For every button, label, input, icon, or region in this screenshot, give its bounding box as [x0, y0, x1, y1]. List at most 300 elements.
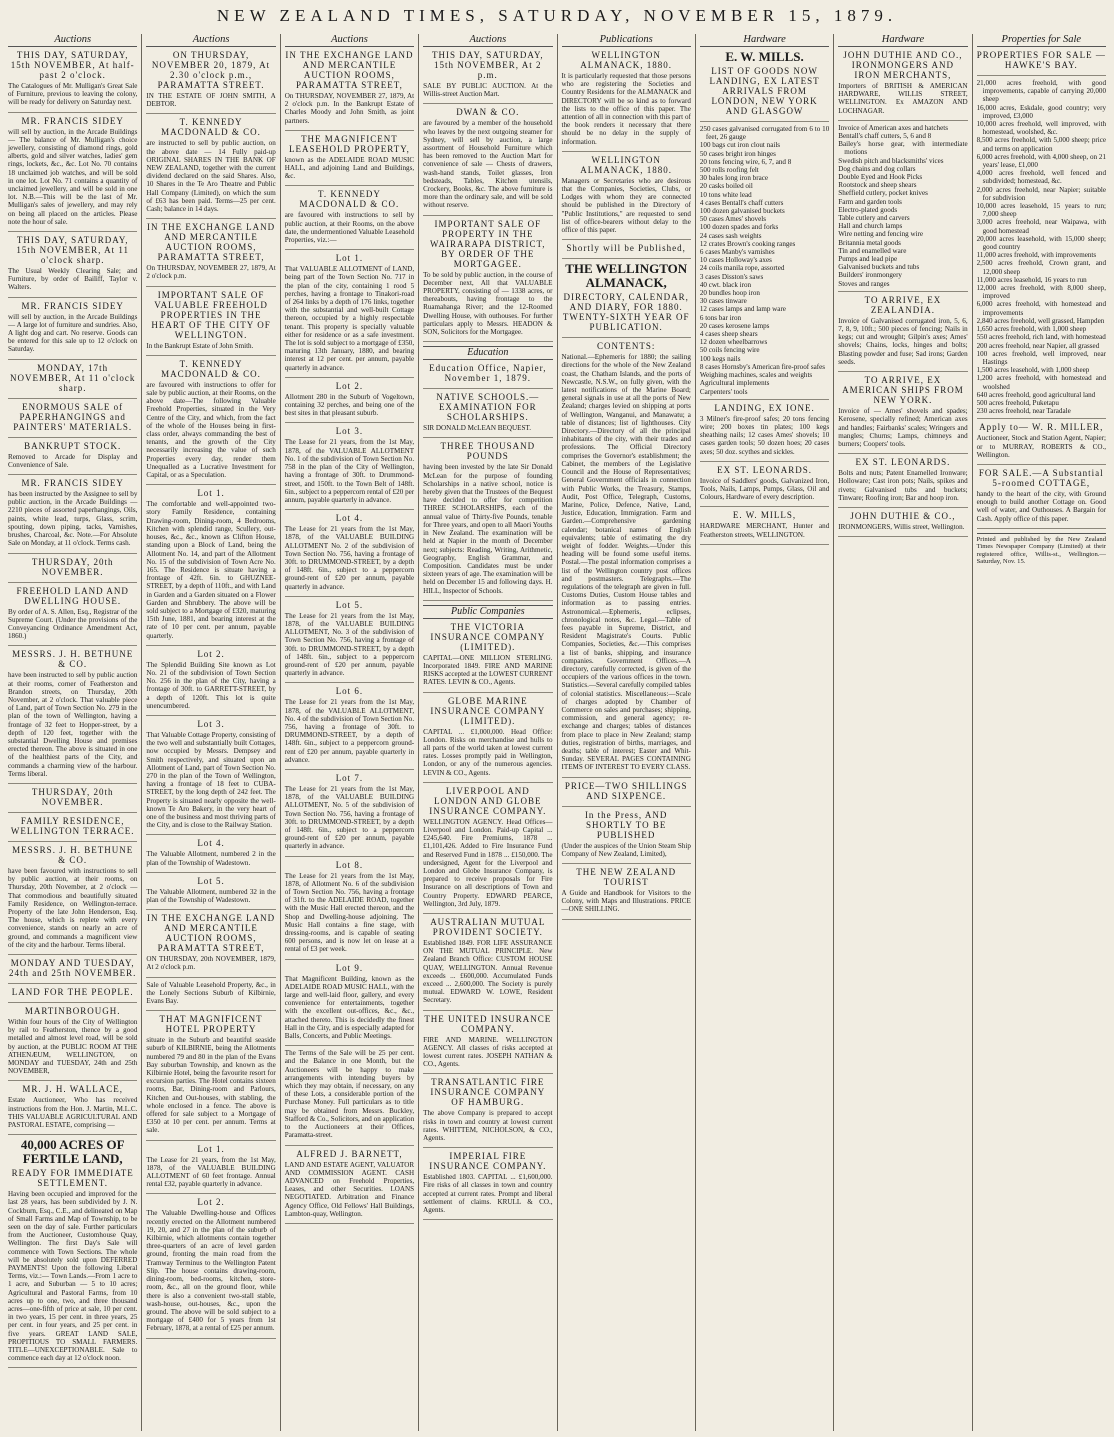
ad-body: That VALUABLE ALLOTMENT of LAND, being part of the Town Section No. 717 in the plan of the city, containing 1 rood 5 perches, having a frontage to Tinakori-road of 264 links by a depth of 176 links, together with the substantial and well-built Cottage thereon, occupied by a highly respectable tenant. This property is specially valuable either for residence or as a safe investment. The lot is sold subject to a mortgage of £350, maturing 13th January, 1880, and bearing interest at 12 per cent. per annum, payable quarterly in advance.: [284, 265, 415, 372]
ad-body: will sell by auction, in the Arcade Buildings — The balance of Mr. Mulligan's choice jewellery, consisting of diamond rings, gold alberts, gold and silver watches, ladies' gem rings, lockets, &c., &c. Lot No. 70 contains 18 unclaimed job watches, and will be sold in one lot. Lot No. 71 contains a quantity of unclaimed jewellery, and will be sold in one lot. N.B.—This will be the last of Mr. Mulligan's sales of jewellery, and may rely on being all placed on the articles. Please note the hour of sale.: [8, 127, 138, 226]
ad-headline: EX ST. LEONARDS.: [855, 457, 951, 468]
ad-headline: IN THE EXCHANGE LAND AND MERCANTILE AUCTION ROOMS, PARAMATTA STREET,: [147, 913, 276, 954]
ad-body: The Usual Weekly Clearing Sale; and Furniture, by order of Bailiff, Taylor v. Walters.: [8, 267, 138, 292]
ad-body: A Guide and Handbook for Visitors to the Colony, with Maps and Illustrations. PRICE—ONE SHILLING.: [561, 889, 691, 914]
goods-list-item: 250 cases galvanised corrugated from 6 to 10 feet, 26 gauge: [699, 125, 830, 142]
ad-headline: IN THE EXCHANGE LAND AND MERCANTILE AUCTION ROOMS, PARAMATTA STREET,: [285, 50, 414, 90]
advertisement: [285, 189, 414, 250]
ad-headline: Lot 6.: [335, 686, 364, 697]
goods-list-item: Farm and garden tools: [838, 197, 902, 206]
goods-list-item: 30 cases tinware: [699, 297, 747, 306]
ad-headline: NATIVE SCHOOLS.—EXAMINATION FOR SCHOLARSHIPS.: [436, 392, 540, 423]
advertisement: [423, 363, 552, 389]
advertisement: [146, 876, 275, 910]
ad-headline: JOHN DUTHIE & CO.,: [850, 510, 956, 521]
ad-body: Bolts and nuts; Patent Enamelled Ironware; Holloware; Cast iron pots; Nails, spikes and rivets; Galvanised tubs and buckets; Tinware; Roofing iron; Bar and hoop iron.: [838, 469, 968, 502]
goods-list-item: 24 cases sash weights: [699, 231, 762, 240]
ad-body: SALE BY PUBLIC AUCTION. At the Willis-street Auction Mart.: [423, 82, 553, 99]
ad-body: ON THURSDAY, 20th NOVEMBER, 1879, At 2 o'clock p.m.: [146, 955, 276, 972]
ad-headline: TO ARRIVE, EX ZEALANDIA.: [864, 294, 942, 315]
advertisement: [285, 600, 414, 684]
advertisement: [146, 488, 275, 645]
advertisement: [8, 301, 137, 360]
ad-body: have been instructed to sell by public auction at their rooms, corner of Featherston and Brandon streets, on Thursday, 20th November, at 2 o'clock. That valuable piece of Land, part of Town Section No. 279 in the plan of the town of Wellington, having a frontage of 32 feet to Hopper-street, by a depth of 120 feet, together with the substantial Dwelling House and premises erected thereon. The above is situated in one of the healthiest parts of the City, and commands a charming view of the harbour. Terms liberal.: [8, 671, 138, 778]
advertisement: [8, 1084, 137, 1135]
goods-list-item: Hall and church lamps: [838, 222, 903, 231]
ad-body: The Valuable Dwelling-house and Offices recently erected on the Allotment numbered 19, 20, and 27 in the plan of the suburb of Kilbirnie, which allotments contain together three-quarters of an acre of level garden ground, fronting the main road from the Tramway Terminus to the Wellington Patent Slip. The house contains drawing-room, dining-room, bed-rooms, kitchen, store-room, &c., all on the ground floor, while there is also a convenient two-stall stable, wash-house, out-houses, &c., upon the ground. The above will be sold subject to a mortgage of £400 for 5 years from 1st February, 1878, at a rental of £25 per annum.: [146, 1209, 276, 1333]
ad-body: The Lease for 21 years from the 1st May, 1878, of the VALUABLE BUILDING ALLOTMENT, No. 3 of the subdivision of Town Section No. 756, having a frontage of 30ft. to DRUMMOND-STREET, by a depth of 148ft. 6in., subject to a peppercorn ground-rent of £20 per annum, payable quarterly in advance.: [284, 611, 415, 678]
ad-headline: THE NEW ZEALAND TOURIST: [576, 867, 677, 888]
ad-body: Having been occupied and improved for the last 28 years, has been subdivided by J. N. Cockburn, Esq., C.E., and delineated on Map of Small Farms and Map of Township, to be seen on the day of sale. Further particulars from the Auctioneer, Customhouse Quay, Wellington. The first Day's Sale will commence with Town Sections. The whole will be absolutely sold upon DEFERRED PAYMENTS! Upon the following Liberal Terms, viz.:— Town Lands.—From 1 acre to 1 acre, and Suburban — 5 to 10 acres; Agricultural and Pastoral Farms, from 10 acres up to one, two, and three thousand acres—one-fifth of price at sale, 10 per cent. in two years, 15 per cent. in three years, 25 per cent. in four years, and 25 per cent. in five years. GREAT LAND SALE, PROPITIOUS TO SMALL FARMERS. TITLE—UNEXCEPTIONABLE. Sale to commence each day at 12 o'clock noon.: [8, 1190, 138, 1363]
ad-headline: Lot 1.: [335, 253, 364, 264]
ad-headline: E. W. MILLS,: [732, 510, 797, 521]
ad-body: The Catalogues of Mr. Mulligan's Great Sale of Furniture, previous to leaving the colony, will be ready for delivery on Saturday next.: [8, 82, 138, 107]
ad-headline: Shortly will be Published,: [566, 243, 686, 254]
advertisement: [838, 295, 967, 372]
ad-body: WELLINGTON AGENCY. Head Offices—Liverpool and London. Paid-up Capital ... £245,640. Fire Premiums, 1878 ... £1,101,426. Added to Fire Insurance Fund and Reserved Fund in 1878 ... £150,000. The undersigned, Agent for the Liverpool and London and Globe Insurance Company, is prepared to receive proposals for Fire Insurance on all descriptions of Town and Country Property. EDWARD PEARCE, Wellington, 3rd July, 1879.: [423, 817, 553, 908]
ad-headline: MONDAY AND TUESDAY, 24th and 25th NOVEMBER.: [8, 957, 137, 978]
ad-body: are favoured with instructions to sell by public auction, at their Rooms, on the above date, the undermentioned Valuable Leasehold Properties, viz.:—: [284, 211, 415, 245]
ad-body: The Terms of the Sale will be 25 per cent. and the Balance in one Month, but the Auctioneers will be happy to make arrangements with intending buyers by which they may obtain, if necessary, on any of these Lots, a considerable portion of the Purchase Money. Full particulars as to title may be obtained from Messrs. Buckley, Stafford & Co., Solicitors, and on application to the Auctioneers at their Offices, Paramatta-street.: [284, 1049, 415, 1140]
column-col6: [695, 34, 833, 1431]
advertisement: [285, 253, 414, 378]
ad-headline: Education Office, Napier, November 1, 1879.: [429, 363, 547, 384]
advertisement: [8, 235, 137, 298]
column-heading: Properties for Sale: [977, 34, 1106, 47]
advertisement: [285, 381, 414, 424]
ad-body: In the Bankrupt Estate of John Smith.: [146, 341, 254, 350]
goods-list-item: Double Eyed and Hook Picks: [838, 173, 923, 182]
column-col1: [4, 34, 141, 1431]
ad-headline: THIS DAY, SATURDAY, 15th NOVEMBER, At half-past 2 o'clock.: [10, 50, 135, 80]
advertisement: [8, 50, 137, 113]
advertisement: [146, 1014, 275, 1140]
goods-list-item: 10,000 acres leasehold, 15 years to run; 7,000 sheep: [976, 202, 1106, 219]
ad-headline: Apply to— W. R. MILLER,: [979, 422, 1104, 433]
ad-body: The Lease for 21 years, from the 1st May, 1878, of the VALUABLE ALLOTMENT No. 1 of the subdivision of Town Section No. 758 in the plan of the City of Wellington, having a frontage of 30ft. to Drummond-street, and 150ft. to the Town Belt of 148ft. 6in., subject to a peppercorn rental of £20 per annum, payable quarterly in advance.: [284, 438, 415, 504]
advertisement: [285, 513, 414, 597]
goods-list-item: 230 acres freehold, near Taradale: [976, 407, 1071, 416]
column-col2: [141, 34, 279, 1431]
ad-body: CAPITAL ... £1,000,000. Head Office: London. Risks on merchandise and hulls to all parts of the world taken at lowest current rates. Losses promptly paid in Wellington, London, or any of the numerous agencies. LEVIN & CO., Agents.: [423, 727, 553, 777]
ad-headline: GLOBE MARINE INSURANCE COMPANY (LIMITED).: [430, 695, 546, 726]
advertisement: [423, 392, 552, 438]
advertisement: [146, 913, 275, 977]
advertisement: [285, 963, 414, 1047]
ad-headline: Lot 4.: [197, 838, 225, 849]
advertisement: [146, 117, 275, 219]
ad-body: Within four hours of the City of Wellington by rail to Featherston, thence by a good metalled and almost level road, will be sold by auction, at the PUBLIC ROOM AT THE ATHENÆUM, WELLINGTON, on MONDAY and TUESDAY, 24th and 25th NOVEMBER,: [8, 1017, 138, 1076]
ad-body: National.—Ephemeris for 1880; the sailing directions for the whole of the New Zealand coast, the Chatham Islands, and the ports of Newcastle, N.S.W., on fully given, with the latest notifications of the Marine Board; general signals in use at all the ports of New Zealand; charges levied on shipping at ports of Wellington, Wanganui, and Manawatu; a table of distances; list of lighthouses. City Directory.—Directory of all the principal inhabitants of the city, with their trades and professions. The Official Directory comprises the Governor's establishment; the Cabinet, the members of the Legislative Council and the House of Representatives; General Government officials in connection with Public Works, the Treasury, Stamps, Audit, Post Office, Telegraph, Customs, Marine, Police, Defence, Native, Land, Justice, Education, Immigration. Farm and Garden.—Comprehensive gardening calendar; botanical names of English equivalents; table of estimating the dry weight of fodder. Weights.—Under this heading will be found some useful items. Postal.—The postal information comprises a list of the Wellington country post offices and postmasters. Telegraphs.—The regulations of the telegraph are given in full. Customs Duties, Custom House tables and information as to passing entries. Astronomical.—Ephemeris, eclipses, chronological notes, &c. Legal.—Table of fees payable in Supreme, District, and Resident Magistrate's Courts. Public Companies, Societies, &c.—This comprises a list of banks, shipping, and insurance companies. Government Offices.—A directory, carefully corrected, is given of the occupiers of the various offices in the town. Statistics.—Several carefully compiled tables of colonial statistics. Miscellaneous:—Scale of charges adopted by Chamber of Commerce on sales and purchases; shipping, commission, and general agency; re-exchange and charges; tables of distances from place to place in New Zealand; stamp duties, registration of births, marriages, and deaths; table of interest; Easter and Whit-Sunday. SEVERAL PAGES CONTAINING ITEMS OF INTEREST TO EVERY CLASS.: [561, 353, 691, 772]
ad-headline: Lot 3.: [197, 718, 225, 729]
goods-list-item: 100 dozen galvanised buckets: [699, 207, 785, 216]
ad-headline: In the Press, AND SHORTLY TO BE PUBLISHED: [584, 809, 668, 840]
ad-headline: FAMILY RESIDENCE, WELLINGTON TERRACE.: [10, 815, 135, 836]
goods-list-item: 20 bundles hoop iron: [699, 289, 760, 298]
column-heading: Auctions: [423, 34, 552, 47]
goods-list-item: Pumps and lead pipe: [838, 255, 898, 264]
goods-list-item: Electro-plated goods: [838, 205, 898, 214]
column-col7: [833, 34, 971, 1431]
advertisement: [285, 50, 414, 131]
advertisement: [8, 987, 137, 1003]
goods-list-item: 50 cases bright iron hinges: [699, 149, 776, 158]
goods-list-item: 6,000 acres freehold, with 4,000 sheep, on 21 years' lease, £1,000: [976, 152, 1106, 170]
advertisement: [8, 402, 137, 438]
advertisement: [146, 838, 275, 872]
goods-list-item: 20 cases kerosene lamps: [699, 321, 770, 330]
ad-headline: DIRECTORY, CALENDAR, AND DIARY, FOR 1880. TWENTY-SIXTH YEAR OF PUBLICATION.: [562, 292, 690, 333]
advertisement: [562, 341, 691, 777]
advertisement: [8, 478, 137, 553]
advertisement: [700, 510, 829, 544]
ad-headline: Lot 4.: [335, 513, 364, 524]
ad-body: Invoice of Galvanised corrugated iron, 5, 6, 7, 8, 9, 10ft.; 500 pieces of fencing; Nails in kegs; cut and wrought; Gilpin's axes; Ames' shovels; Chains, locks, hinges and bolts; Blasting powder and fuse; Sad irons; Garden seeds.: [838, 316, 968, 366]
ad-body: CAPITAL—ONE MILLION STERLING. Incorporated 1849. FIRE AND MARINE RISKS accepted at the LOWEST CURRENT RATES. LEVIN & CO., Agents.: [423, 653, 553, 687]
goods-list-item: 12 dozen wheelbarrows: [699, 338, 768, 347]
ad-headline: Lot 8.: [335, 859, 364, 870]
ad-headline: IN THE EXCHANGE LAND AND MERCANTILE AUCTION ROOMS, PARAMATTA STREET,: [147, 222, 276, 263]
ad-body: Importers of BRITISH & AMERICAN HARDWARE, WILLIS STREET, WELLINGTON. Ex AMAZON AND LOCHNAGAR.: [838, 82, 968, 115]
advertisement: [8, 649, 137, 784]
goods-list-item: Invoice of American axes and hatchets: [838, 123, 948, 132]
advertisement: [423, 1077, 552, 1148]
goods-list-item: 4,000 acres freehold, well fenced and subdivided; homestead, &c.: [976, 169, 1106, 186]
goods-list-item: 6,000 acres freehold, with homestead and improvements: [976, 300, 1106, 317]
ad-body: Invoice of — Ames' shovels and spades; Kerosene, specially refined; American axes and handles; Fairbanks' scales; Wringers and mangles; Churns; Lamps, chimneys and burners; Coopers' tools.: [838, 407, 968, 448]
advertisement: [423, 1014, 552, 1075]
column-col3: [280, 34, 418, 1431]
ad-body: Established 1803. CAPITAL ... £1,600,000. Fire risks of all classes in town and country accepted at current rates. Prompt and liberal settlement of claims. KRULL & CO., Agents.: [423, 1173, 553, 1215]
ad-headline: CONTENTS:: [596, 341, 656, 352]
ad-body: The Lease for 21 years, from the 1st May, 1878, of the VALUABLE BUILDING ALLOTMENT of 60 feet frontage. Annual rental £32, payable quarterly in advance.: [146, 1155, 276, 1189]
advertisement: [8, 816, 137, 842]
goods-list-item: 100 acres freehold, well improved, near Hastings: [976, 349, 1106, 366]
ad-body: Allotment 280 in the Suburb of Vogeltown, containing 32 perches, and being one of the best sites in that pleasant suburb.: [284, 392, 415, 418]
goods-list-item: 1,650 acres freehold, with 1,000 sheep: [976, 325, 1087, 334]
goods-list-item: 500 rolls roofing felt: [699, 166, 759, 175]
goods-list-item: 3 cases Disston's saws: [699, 272, 764, 281]
ad-body: On THURSDAY, NOVEMBER 27, 1879, At 2 o'clock p.m.: [146, 264, 276, 281]
ad-body: Established 1849. FOR LIFE ASSURANCE ON THE MUTUAL PRINCIPLE. New Zealand Branch Office: CUSTOM HOUSE QUAY, WELLINGTON. Annual Revenue exceeds ... £600,000. Accumulated Funds exceed ... 2,600,000. The Society is purely mutual. EDWARD W. LOWE, Resident Secretary.: [423, 938, 553, 1005]
ad-headline: MARTINBOROUGH.: [24, 1005, 121, 1016]
advertisement: [423, 441, 552, 600]
goods-list: [700, 125, 829, 396]
advertisement: [423, 1151, 552, 1220]
goods-list-item: 12,000 acres freehold, with 8,000 sheep, improved: [976, 284, 1106, 301]
goods-list-item: Galvanised buckets and tubs: [838, 263, 920, 272]
ad-headline: Lot 1.: [197, 488, 225, 499]
ad-headline: THIS DAY, SATURDAY, 15th NOVEMBER, At 11 o'clock sharp.: [16, 235, 130, 266]
ad-body: IN THE ESTATE OF JOHN SMITH, A DEBTOR.: [146, 92, 276, 109]
ad-headline: T. KENNEDY MACDONALD & CO.: [161, 358, 261, 379]
advertisement: [423, 917, 552, 1011]
ad-body: The Valuable Allotment, numbered 32 in the plan of the Township of Wadestown.: [146, 887, 276, 904]
goods-list-item: 8,500 acres freehold, with 5,000 sheep; price and terms on application: [976, 136, 1106, 153]
goods-list-item: 11,000 acres leasehold, 16 years to run: [976, 275, 1087, 284]
column-col4: [418, 34, 556, 1431]
ad-headline: IMPORTANT SALE OF VALUABLE FREEHOLD PROPERTIES IN THE HEART OF THE CITY OF WELLINGTON.: [151, 289, 271, 340]
advertisement: [285, 773, 414, 857]
ad-headline: Lot 7.: [335, 772, 364, 783]
advertisement: [977, 468, 1106, 529]
ad-headline: THE UNITED INSURANCE COMPANY.: [424, 1013, 552, 1034]
ad-body: Managers or Secretaries who are desirous that the Companies, Societies, Clubs, or Lodges with whom they are connected should be published in the Directory of "Public Institutions," are requested to send list of office-bearers without delay to the office of this paper.: [561, 176, 691, 235]
advertisement: [562, 262, 691, 338]
ad-headline: FREEHOLD LAND AND DWELLING HOUSE.: [16, 585, 129, 606]
ad-body: On THURSDAY, NOVEMBER 27, 1879, At 2 o'clock p.m. In the Bankrupt Estate of Charles Moody and John Smith, as joint partners.: [284, 92, 415, 125]
advertisement: [562, 50, 691, 152]
goods-list-item: Britannia metal goods: [838, 238, 901, 247]
advertisement: [285, 1149, 414, 1224]
goods-list-item: Bentall's chaff cutters, 5, 6 and 8: [838, 132, 932, 141]
goods-list-item: 500 acres freehold, Puketapu: [976, 398, 1059, 407]
advertisement: [285, 860, 414, 960]
advertisement: [562, 243, 691, 259]
ad-headline: READY FOR IMMEDIATE SETTLEMENT.: [11, 1168, 134, 1189]
advertisement: [700, 50, 829, 122]
column-heading: Hardware: [838, 34, 967, 47]
ad-headline: Lot 5.: [335, 599, 364, 610]
advertisement: [8, 787, 137, 813]
advertisement: [562, 781, 691, 807]
goods-list-item: 10,000 acres freehold, well improved, with homestead, woolshed, &c.: [976, 120, 1106, 137]
advertisement: [977, 422, 1106, 465]
ad-headline: THE VICTORIA INSURANCE COMPANY (LIMITED).: [430, 621, 546, 652]
advertisement: [146, 290, 275, 356]
ad-headline: MR. FRANCIS SIDEY: [21, 115, 124, 126]
ad-body: That Magnificent Building, known as the ADELAIDE ROAD MUSIC HALL, with the large and well-laid floor, gallery, and every convenience for entertainments, together with the excellent out-offices, &c., &c., attached thereto. This is decidedly the finest Hall in the City, and is especially adapted for Balls, Concerts, and Public Meetings.: [284, 974, 415, 1041]
ad-headline: IMPERIAL FIRE INSURANCE COMPANY.: [429, 1151, 547, 1172]
advertisement: [8, 1138, 137, 1368]
advertisement: [285, 686, 414, 770]
ad-body: The Lease for 21 years from the 1st May, 1878, of the VALUABLE BUILDING ALLOTMENT, No. 5 of the subdivision of Town Section No. 756, having a frontage of 30ft. to DRUMMOND-STREET, by a depth of 148ft. 6in., subject to a peppercorn ground-rent of £20 per annum, payable quarterly in advance.: [284, 784, 415, 851]
advertisement: [838, 375, 967, 454]
ad-body: 3 Milner's fire-proof safes; 20 tons fencing wire; 200 boxes tin plates; 100 kegs sheathing nails; 12 cases Ames' shovels; 10 cases garden tools; 50 dozen hoes; 20 cases axes; 50 doz. scythes and sickles.: [699, 414, 830, 456]
goods-list-item: 20,000 acres leasehold, with 15,000 sheep; good country: [976, 234, 1106, 252]
goods-list-item: 16,000 acres, Eskdale, good country; very improved, £3,000: [976, 103, 1106, 120]
goods-list-item: Stoves and ranges: [838, 279, 890, 288]
ad-body: The Lease for 21 years from the 1st May, 1878, of the VALUABLE ALLOTMENT, No. 4 of the subdivision of Town Section No. 756, having a frontage of 30ft. to DRUMMOND-STREET, by a depth of 148ft. 6in., subject to a peppercorn ground-rent of £20 per annum, payable quarterly in advance.: [284, 698, 415, 764]
ad-body: are instructed to sell by public auction, on the above date — 14 Fully paid-up ORIGINAL SHARES IN THE BANK OF NEW ZEALAND, together with the current dividend declared on the said Shares. Also, 10 Shares in the Te Aro Theatre and Public Hall Company (Limited), on which the sum of £63 has been paid. Terms—25 per cent. Cash; balance in 14 days.: [146, 139, 276, 214]
ad-body: LAND AND ESTATE AGENT, VALUATOR AND COMMISSION AGENT. CASH ADVANCED on Freehold Properties, Leases, and other Securities. LOANS NEGOTIATED. Arbitration and Finance Agency Office, Old Fellows' Hall Buildings, Lambton-quay, Wellington.: [284, 1160, 415, 1218]
ad-headline: LAND FOR THE PEOPLE.: [11, 986, 134, 997]
goods-list-item: 24 coils manila rope, assorted: [699, 264, 785, 273]
ad-headline: TRANSATLANTIC FIRE INSURANCE COMPANY OF HAMBURG.: [430, 1077, 546, 1108]
ad-body: By order of A. S. Allen, Esq., Registrar of the Supreme Court. (Under the provisions of the Conveyancing Ordinance Amendment Act, 1860.): [8, 607, 138, 641]
ad-display-line: 40,000 ACRES OF FERTILE LAND,: [20, 1137, 125, 1167]
advertisement: [285, 134, 414, 187]
ad-headline: JOHN DUTHIE AND CO., IRONMONGERS AND IRON MERCHANTS,: [843, 50, 963, 80]
ad-body: Removed to Arcade for Display and Convenience of Sale.: [8, 452, 138, 469]
advertisement: [146, 1144, 275, 1195]
ad-body: The comfortable and well-appointed two-story Family Residence, containing Drawing-room, Dining-room, 4 Bedrooms, Kitchen with splendid range, Scullery, out-houses, &c., &c., known as Clifton House, standing upon a Block of Land, being the Allotment No. 14, and part of the Allotment No. 15 of the subdivision of Town Acre No. 165. The Residence is situate having a frontage of 42ft. 6in. to GHUZNEE-STREET, by a depth of 110ft., and with Land in Garden and a Garden situated on a Flower Garden and Shrubbery. The above will be sold subject to a Mortgage of £320, maturing 15th June, 1881, and bearing interest at the rate of 10 per cent. per annum, payable quarterly.: [146, 500, 276, 640]
goods-list-item: Carpenters' tools: [699, 387, 748, 396]
goods-list-item: 2,840 acres freehold, well grassed, Hampden: [976, 316, 1105, 325]
goods-list-item: 6 cases Manby's varnishes: [699, 248, 775, 257]
advertisement: [8, 845, 137, 955]
section-heading: Education: [423, 346, 552, 360]
ad-body: FIRE AND MARINE. WELLINGTON AGENCY. All classes of risks accepted at lowest current rates. JOSEPH NATHAN & CO., Agents.: [423, 1035, 553, 1069]
printer-imprint: Printed and published by the New Zealand Times Newspaper Company (Limited) at their registered office, Willis-st., Wellington.—Saturday, Nov. 15.: [977, 533, 1106, 566]
goods-list-item: 1,500 acres leasehold, with 1,000 sheep: [976, 366, 1090, 375]
advertisement: [977, 79, 1106, 419]
goods-list-item: Swedish pitch and blacksmiths' vices: [838, 156, 944, 165]
column-heading: Hardware: [700, 34, 829, 47]
advertisement: [423, 696, 552, 783]
ad-body: known as the ADELAIDE ROAD MUSIC HALL, and adjoining Land and Buildings, &c.: [284, 155, 415, 181]
ad-headline: Lot 2.: [197, 648, 225, 659]
ad-body: situate in the Suburb and beautiful seaside suburb of KILBIRNIE, being the Allotments numbered 79 and 80 in the plan of the Evans Bay suburban Township, and known as the Kilbirnie Hotel, being the favourite resort for excursion parties. The Hotel contains sixteen rooms, Bar, Dining-room and Parlours, Kitchen and Out-houses, with stabling, the whole enclosed in a fence. The above is offered for sale subject to a Mortgage of £350 at 10 per cent. per annum. Terms at sale.: [146, 1036, 276, 1135]
goods-list-item: 40 cwt. black iron: [699, 280, 752, 289]
ad-headline: ENORMOUS SALE of PAPERHANGINGS and PAINTERS' MATERIALS.: [13, 401, 133, 432]
goods-list-item: 20 casks boiled oil: [699, 182, 753, 191]
ad-headline: MESSRS. J. H. BETHUNE & CO.: [12, 649, 134, 670]
ad-headline: LIST OF GOODS NOW LANDING, EX LATEST ARRIVALS FROM LONDON, NEW YORK AND GLASGOW: [709, 66, 820, 116]
ad-body: The above Company is prepared to accept risks in town and country at lowest current rates. WHITTEM, NICHOLSON, & CO., Agents.: [423, 1109, 553, 1143]
ad-body: are favoured by a member of the household who leaves by the next outgoing steamer for Sydney, will sell by auction, a large assortment of Household Furniture which has been removed to the Auction Mart for convenience of sale — Chests of drawers, wash-hand stands, Toilet glasses, Iron bedsteads, Tables, Kitchen utensils, Crockery, Books, &c. The above furniture is more than the ordinary sale, and will be sold without reserve.: [423, 119, 553, 210]
column-heading: Publications: [562, 34, 691, 47]
column-heading: Auctions: [8, 34, 137, 47]
column-col8: [972, 34, 1110, 1431]
goods-list-item: 200 acres freehold, near Napier, all grassed: [976, 341, 1100, 350]
goods-list-item: 10 cases Holloway's axes: [699, 256, 772, 265]
advertisement: [146, 719, 275, 835]
advertisement: [423, 219, 552, 343]
ad-headline: T. KENNEDY MACDONALD & CO.: [161, 117, 261, 138]
ad-headline: IMPORTANT SALE OF PROPERTY IN THE WAIRARAPA DISTRICT, BY ORDER OF THE MORTGAGEE.: [430, 218, 546, 269]
ad-body: are favoured with instructions to offer for sale by public auction, at their Rooms, on the above date—The following Valuable Freehold Properties, situated in the Very Centre of the City, and which, from the fact of the whole of the Houses being in first-class order, always commanding the best of tenants, and the growth of the City necessarily increasing the value of such Properties every day, render them Unequalled as a Lucrative Investment for Capital, or as a Speculation.: [146, 380, 276, 480]
ad-headline: LANDING, EX IONE.: [714, 402, 815, 413]
ad-headline: THE MAGNIFICENT LEASEHOLD PROPERTY,: [289, 133, 410, 154]
goods-list-item: Dog chains and dog collars: [838, 164, 916, 173]
ad-body: It is particularly requested that those persons who are registering the Societies and Country Residents for the ALMANACK and DIRECTORY will be so kind as to forward the lists to the office of this paper. The attention of all in connection with this part of the book renders it necessary that there should be no delay in the supply of information.: [561, 72, 691, 146]
goods-list-item: 21,000 acres freehold, with good improvements, capable of carrying 20,000 sheep: [976, 79, 1106, 104]
ad-headline: AUSTRALIAN MUTUAL PROVIDENT SOCIETY.: [430, 916, 546, 937]
ad-body: Estate Auctioneer, Who has received instructions from the Hon. J. Martin, M.L.C. THIS VALUABLE AGRICULTURAL AND PASTORAL ESTATE, comprising —: [8, 1096, 138, 1130]
ad-display-line: THE WELLINGTON ALMANACK,: [565, 261, 688, 291]
advertisement: [285, 426, 414, 510]
ad-headline: THURSDAY, 20th NOVEMBER.: [31, 556, 114, 577]
goods-list-item: 640 acres freehold, good agricultural land: [976, 390, 1096, 399]
advertisement: [8, 557, 137, 583]
advertisement: [146, 50, 275, 114]
goods-list-item: Table cutlery and carvers: [838, 214, 910, 223]
ad-headline: PRICE—TWO SHILLINGS AND SIXPENCE.: [564, 780, 688, 801]
ad-headline: T. KENNEDY MACDONALD & CO.: [299, 189, 400, 210]
ad-headline: BANKRUPT STOCK.: [24, 440, 122, 451]
advertisement: [8, 1006, 137, 1081]
advertisement: [977, 50, 1106, 76]
ad-headline: Lot 9.: [335, 962, 364, 973]
ad-headline: MONDAY, 17th NOVEMBER, At 11 o'clock sharp.: [10, 362, 136, 393]
advertisement: [423, 107, 552, 215]
ad-headline: DWAN & CO.: [456, 107, 520, 118]
advertisement: [423, 50, 552, 104]
advertisement: [700, 125, 829, 400]
goods-list: [977, 79, 1106, 415]
goods-list-item: 10 tons white lead: [699, 190, 752, 199]
ad-body: Auctioneer, Stock and Station Agent, Napier; or to MURRAY, ROBERTS & CO., Wellington.: [976, 434, 1106, 459]
goods-list-item: 2,500 acres freehold, Crown grant, and 12,000 sheep: [976, 259, 1106, 276]
advertisement: [838, 50, 967, 121]
advertisement: [423, 622, 552, 693]
goods-list-item: 2,000 acres freehold, near Napier; suitable for subdivision: [976, 185, 1106, 202]
advertisement: [8, 586, 137, 647]
goods-list-item: Sheffield cutlery, pocket knives: [838, 189, 928, 198]
goods-list-item: 11,000 acres freehold, with improvements: [976, 251, 1097, 260]
ad-body: having been invested by the late Sir Donald McLean for the purpose of founding Scholarships in a native school, notice is hereby given that the Trustees of the Bequest have decided to offer for competition THREE SCHOLARSHIPS, each of the annual value of Thirty-five Pounds, tenable for Three years, and open to all Maori Youths in New Zealand. The examination will be held at Napier in the month of December next; subjects: Reading, Writing, Arithmetic, Geography, English Grammar, and Composition. Candidates must be under sixteen years of age. The examination will be held on December 15 and following days. H. HILL, Inspector of Schools.: [423, 463, 553, 595]
advertisement: [423, 786, 552, 914]
ad-body: To be sold by public auction, in the course of December next, All that VALUABLE PROPERTY, consisting of — 1338 acres, or thereabouts, having frontage to the Ruamahanga River; and the 12-Roomed Dwelling House, with outhouses. For further particulars apply to Messrs. HEADON & SON, Solicitors for the Mortgagee.: [423, 270, 553, 337]
advertisement: [8, 116, 137, 232]
goods-list-item: 50 cases Ames' shovels: [699, 215, 766, 224]
ad-headline: Lot 3.: [335, 426, 364, 437]
column-col5: [557, 34, 695, 1431]
goods-list-item: Tin and enamelled ware: [838, 246, 907, 255]
advertisement: [562, 810, 691, 864]
ad-headline: THURSDAY, 20th NOVEMBER.: [31, 786, 114, 807]
goods-list-item: Builders' ironmongery: [838, 271, 902, 280]
advertisement: [562, 867, 691, 920]
advertisement: [146, 649, 275, 716]
advertisement: [8, 363, 137, 399]
ad-headline: LIVERPOOL AND LONDON AND GLOBE INSURANCE COMPANY.: [429, 785, 547, 816]
goods-list-item: 100 kegs nails: [699, 354, 741, 363]
goods-list-item: 550 acres freehold, rich land, with homestead: [976, 333, 1106, 342]
advertisement: [700, 403, 829, 462]
goods-list-item: 100 dozen spades and forks: [699, 223, 779, 232]
ad-body: has been instructed by the Assignee to sell by public auction, in the Arcade Buildings — 2210 pieces of assorted paperhangings, Oils, paints, white lead, turps, Glass, scrim, spouting, down piping, tacks, Varnishes, brushes, Charcoal, &c. Note.—For Absolute Sale on Monday, at 11 o'clock. Terms cash.: [8, 490, 138, 548]
goods-list-item: Rootstock and sheep shears: [838, 181, 917, 190]
advertisement: [8, 958, 137, 984]
ad-headline: MR. FRANCIS SIDEY: [21, 478, 124, 489]
ad-body: SIR DONALD McLEAN BEQUEST.: [423, 424, 531, 433]
goods-list-item: 1,200 acres freehold, with homestead and woolshed: [976, 374, 1106, 391]
advertisement: [285, 1049, 414, 1145]
goods-list-item: 100 bags cut iron clout nails: [699, 141, 781, 150]
ad-headline: THAT MAGNIFICENT HOTEL PROPERTY: [159, 1014, 263, 1035]
ad-headline: WELLINGTON ALMANACK, 1880.: [580, 154, 673, 175]
goods-list-item: 20 tons fencing wire, 6, 7, and 8: [699, 157, 792, 166]
goods-list-item: 12 cases lamps and lamp ware: [699, 305, 786, 314]
goods-list-item: 4 cases Bentall's chaff cutters: [699, 198, 784, 207]
goods-list-item: Wire netting and fencing wire: [838, 230, 924, 239]
ad-body: Sale of Valuable Leasehold Property, &c., in the Lonely Sections Suburb of Kilbirnie, Evans Bay.: [146, 980, 276, 1006]
ad-body: handy to the heart of the city, with Ground enough to build another Cottage on. Good well of water, and Outhouses. A Bargain for Cash. Apply office of this paper.: [976, 489, 1106, 523]
advertisement: [146, 981, 275, 1012]
ad-headline: FOR SALE.—A Substantial 5-roomed COTTAGE,: [978, 467, 1104, 488]
ad-body: HARDWARE MERCHANT, Hunter and Featherston streets, WELLINGTON.: [699, 522, 830, 539]
advertisement: [838, 511, 967, 537]
column-heading: Auctions: [146, 34, 275, 47]
goods-list-item: Bailey's horse gear, with intermediate motions: [838, 140, 968, 157]
ad-headline: MR. FRANCIS SIDEY: [21, 300, 124, 311]
advertisement: [838, 457, 967, 508]
ad-display-line: E. W. MILLS.: [725, 49, 804, 64]
ad-headline: THREE THOUSAND POUNDS: [440, 441, 536, 462]
ad-headline: ON THURSDAY, NOVEMBER 20, 1879, At 2.30 o'clock p.m., PARAMATTA STREET.: [151, 50, 271, 90]
ad-headline: Lot 5.: [197, 875, 225, 886]
goods-list-item: 8 cases Hornsby's American fire-proof safes: [699, 362, 826, 371]
advertisement: [700, 465, 829, 508]
goods-list-item: 50 coils fencing wire: [699, 346, 760, 355]
ad-body: The Lease for 21 years from the 1st May, 1878, of Allotment No. 6 of the subdivision of Town Section No. 756, having a frontage of 31ft. to the ADELAIDE ROAD, together with the Music Hall erected thereon, and the Shop and Dwelling-house adjoining. The Music Hall contains a fine stage, with dressing-rooms, and is capable of seating 600 persons, and is now let on lease at a rental of £3 per week.: [284, 871, 415, 954]
ad-headline: Lot 2.: [197, 1197, 225, 1208]
ad-headline: WELLINGTON ALMANACK, 1880.: [580, 50, 673, 70]
ad-headline: Lot 1.: [197, 1143, 225, 1154]
advertisement: [562, 155, 691, 240]
